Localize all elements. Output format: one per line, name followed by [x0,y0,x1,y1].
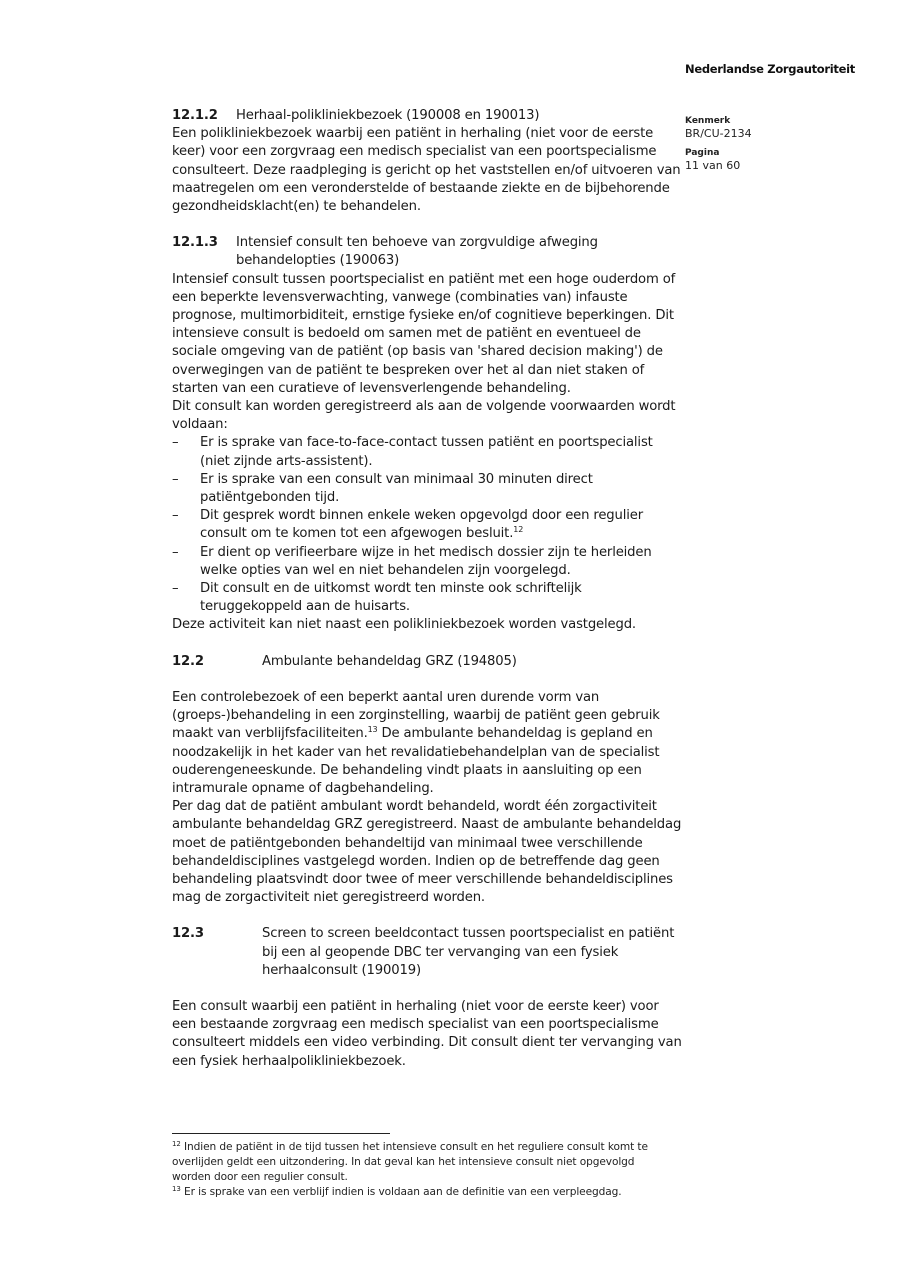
footnote-13: $^{13}$ Er is sprake van een verblijf indien is voldaan aan de definitie van een verpleegdag. [172,1185,622,1198]
section-title: Herhaal-polikliniekbezoek (190008 en 190013) [236,108,540,123]
list-item: – Er is sprake van face-to-face-contact tussen patiënt en poortspecialist (niet zijnde arts-assistent). [172,434,682,470]
list-item: – Dit gesprek wordt binnen enkele weken opgevolgd door een regulier consult om te komen tot een afgewogen besluit.$^{12}$ [172,507,682,543]
section-title: Screen to screen beeldcontact tussen poortspecialist en patiënt bij een al geopende DBC ter vervanging van een fysiek herhaalconsult (190019) [262,926,675,978]
section-number: 12.1.2 [172,108,218,123]
footnote-ref-13[interactable]: 13 [367,725,378,735]
footnotes [172,1140,672,1200]
organization-name: Nederlandse Zorgautoriteit [685,62,855,76]
pagina-label: Pagina [685,148,720,158]
section-title: Ambulante behandeldag GRZ (194805) [262,653,517,669]
section-body: Een polikliniekbezoek waarbij een patiënt in herhaling (niet voor de eerste keer) voor een zorgvraag een medisch specialist van een poortspecialisme consulteert. Deze raadpleging is gericht op het vaststellen en/of uitvoeren van maatregelen om een veronderstelde of bestaande ziekte en de bijbehorende gezondheidsklacht(en) te behandelen. [172,126,681,215]
kenmerk-value: BR/CU-2134 [685,127,752,140]
section-number: 12.3 [172,926,204,942]
section-body-2: Per dag dat de patiënt ambulant wordt behandeld, wordt één zorgactiviteit ambulante behandeldag GRZ geregistreerd. Naast de ambulante behandeldag moet de patiëntgebonden behandeltijd van minimaal twee verschillende behandeldisciplines vastgelegd worden. Indien op de betreffende dag geen behandeling plaatsvindt door twee of meer verschillende behandeldisciplines mag de zorgactiviteit niet geregistreerd worden. [172,799,682,906]
section-heading-12-1-2 [172,107,682,125]
section-closing: Deze activiteit kan niet naast een polikliniekbezoek worden vastgelegd. [172,617,636,633]
section-number: 12.1.3 [172,235,218,251]
document-meta [685,115,752,179]
section-title: Intensief consult ten behoeve van zorgvuldige afweging behandelopties (190063) [236,235,598,269]
list-item: – Er dient op verifieerbare wijze in het medisch dossier zijn te herleiden welke opties van wel en niet behandelen zijn voorgelegd. [172,544,682,580]
list-item: – Er is sprake van een consult van minimaal 30 minuten direct patiëntgebonden tijd. [172,471,682,507]
main-content [172,107,682,1071]
section-heading-12-2 [172,653,682,671]
kenmerk-label: Kenmerk [685,116,731,126]
pagina-value: 11 van 60 [685,159,741,172]
footnote-ref-12[interactable]: 12 [513,525,524,535]
section-body: Intensief consult tussen poortspecialist en patiënt met een hoge ouderdom of een beperkte levensverwachting, vanwege (combinaties van) infauste prognose, multimorbiditeit, ernstige fysieke en/of cognitieve beperkingen. Dit intensieve consult is bedoeld om samen met de patiënt en eventueel de sociale omgeving van de patiënt (op basis van 'shared decision making') de overwegingen van de patiënt te bespreken over het al dan niet staken of starten van een curatieve of levensverlengende behandeling. [172,271,676,396]
list-item: – Dit consult en de uitkomst wordt ten minste ook schriftelijk teruggekoppeld aan de huisarts. [172,580,682,616]
conditions-intro: Dit consult kan worden geregistreerd als aan de volgende voorwaarden wordt voldaan: [172,399,676,433]
footnote-divider [172,1133,390,1134]
conditions-list [172,434,682,616]
section-body: Een consult waarbij een patiënt in herhaling (niet voor de eerste keer) voor een bestaande zorgvraag een medisch specialist van een poortspecialisme consulteert middels een video verbinding. Dit consult dient ter vervanging van een fysiek herhaalpolikliniekbezoek. [172,998,682,1069]
section-heading-12-3 [172,925,682,980]
section-number: 12.2 [172,653,204,669]
section-body: Een controlebezoek of een beperkt aantal uren durende vorm van (groeps-)behandeling in een zorginstelling, waarbij de patiënt geen gebruik maakt van verblijfsfaciliteiten.$^{13}$ De ambulante behandeldag is gepland en noodzakelijk in het kader van het revalidatiebehandelplan van de specialist ouderengeneeskunde. De behandeling vindt plaats in aansluiting op een intramurale opname of dagbehandeling. [172,689,660,796]
footnote-12: $^{12}$ Indien de patiënt in de tijd tussen het intensieve consult en het reguliere consult komt te overlijden geldt een uitzondering. In dat geval kan het intensieve consult niet opgevolgd worden door een regulier consult. [172,1140,648,1183]
section-heading-12-1-3 [172,234,682,270]
